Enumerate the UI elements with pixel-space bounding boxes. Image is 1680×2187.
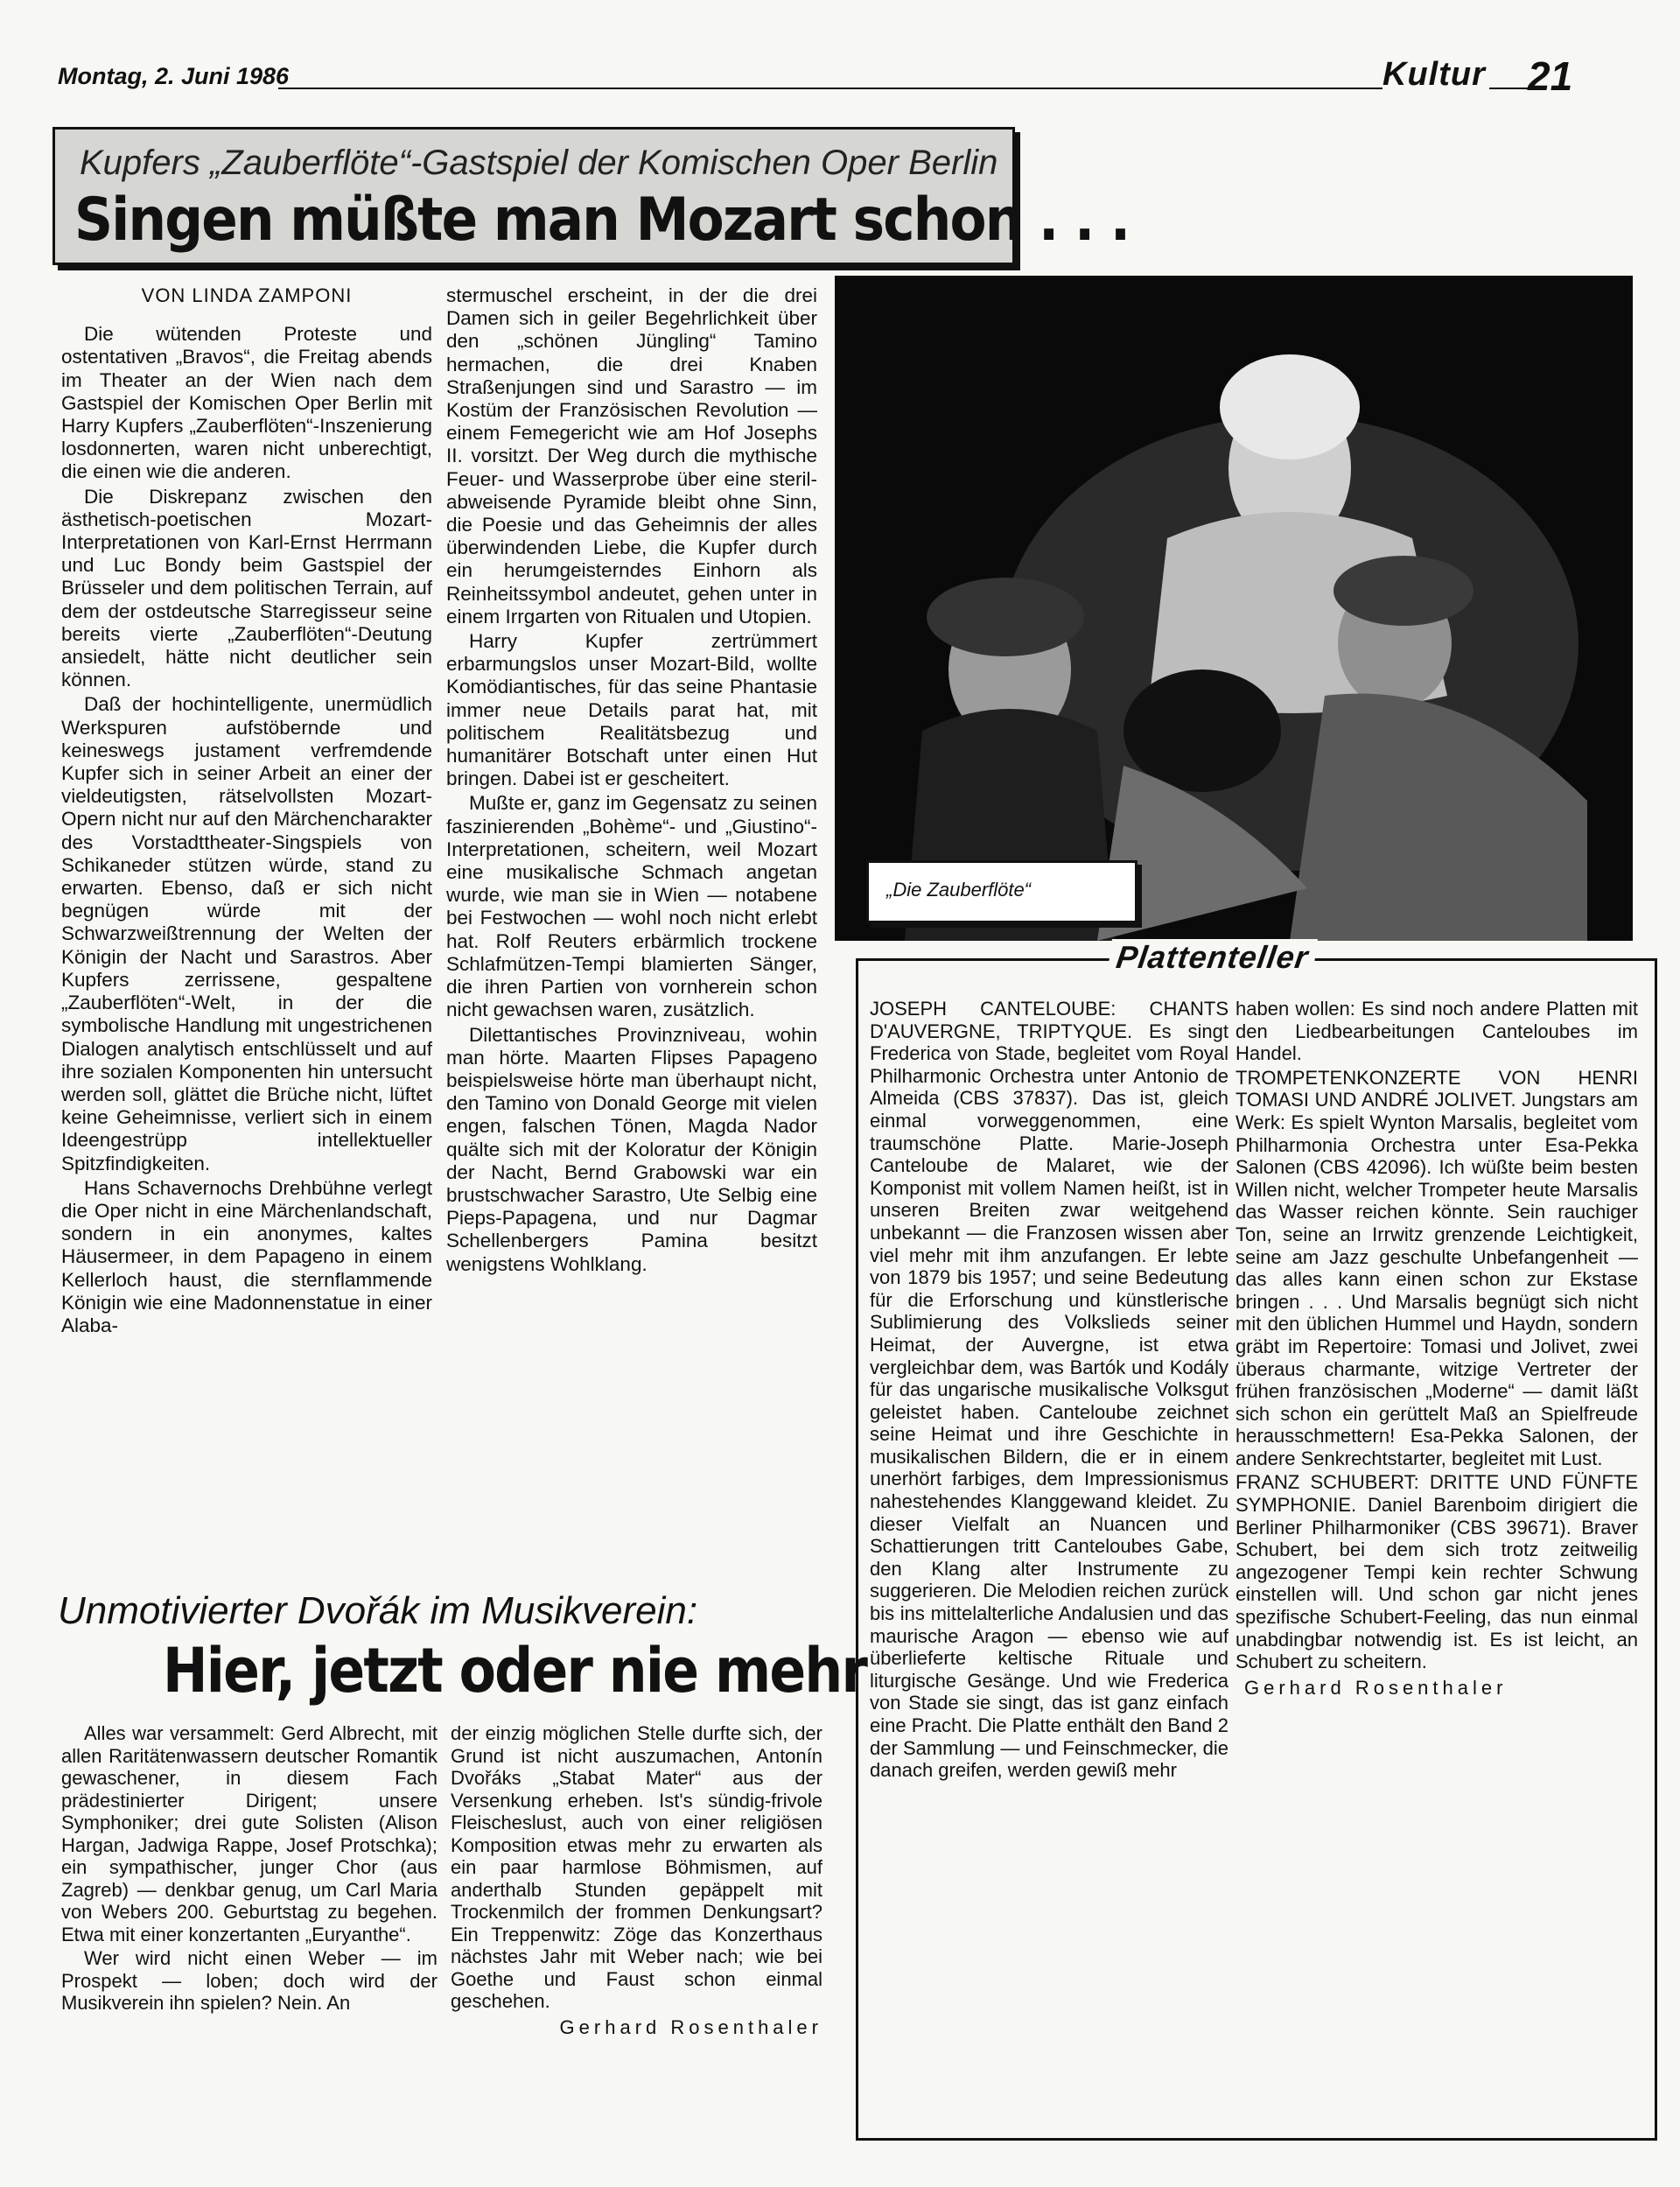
section-title: Kultur [1382,56,1486,93]
record-review: FRANZ SCHUBERT: DRITTE UND FÜNFTE SYMPHONIE. Daniel Barenboim dirigiert die Berliner Philharmoniker (CBS 39671). Braver Schubert, bei dem sich trotz zeitweilig angezogener Tempi kein rechter Schwung einstellen will. Und schon gar nicht jenes spezifische Schubert-Feeling, das nun einmal unabdingbar notwendig ist. Es ist leicht, an Schubert zu scheitern. [1236,1471,1638,1673]
article1-paragraph: Die wütenden Proteste und ostentativen „Bravos“, die Freitag abends im Theater an der Wien nach dem Gastspiel der Komischen Oper Berlin mit Harry Kupfers „Zauberflöten“-Inszenierung losdonnerten, waren nicht unberechtigt, die einen wie die anderen. [61,323,432,483]
article1-column-2 [446,284,817,1278]
article1-headline: Singen müßte man Mozart schon . . . [74,186,1130,255]
article1-byline: VON LINDA ZAMPONI [141,284,353,306]
article1-kicker: Kupfers „Zauberflöte“-Gastspiel der Komischen Oper Berlin [80,144,998,182]
article2-paragraph: Wer wird nicht einen Weber — im Prospekt — loben; doch wird der Musikverein ihn spielen? Nein. An [61,1947,438,2014]
header-rule-short [1489,88,1528,89]
plattenteller-column-1 [870,998,1228,1784]
header-rule [278,88,1382,89]
plattenteller-signature: Gerhard Rosenthaler [1244,1676,1508,1699]
opera-scene-image [835,276,1633,941]
article2-column-2 [451,1722,822,2040]
record-review: TROMPETENKONZERTE VON HENRI TOMASI UND ANDRÉ JOLIVET. Jungstars am Werk: Es spielt Wynton Marsalis, begleitet vom Philharmonia Orchestra unter Esa-Pekka Salonen (CBS 42096). Ich wüßte beim besten Willen nicht, welcher Trompeter heute Marsalis das Wasser reichen könnte. Sein rauchiger Ton, seine an Irrwitz grenzende Leichtigkeit, seine am Jazz geschulte Unbefangenheit — das alles kann einen schon zur Ekstase bringen . . . Und Marsalis begnügt sich nicht mit den üblichen Hummel und Haydn, sondern gräbt im Repertoire: Tomasi und Jolivet, zwei überaus charmante, witzige Vertreter der frühen französischen „Moderne“ — damit läßt sich schon ein gerüttelt Maß an Spielfreude herausschmettern! Esa-Pekka Salonen, der andere Senkrechtstarter, begleitet mit Lust. [1236,1066,1638,1469]
article2-kicker: Unmotivierter Dvořák im Musikverein: [58,1589,698,1632]
article2-column-1 [61,1722,438,2016]
plattenteller-column-2 [1236,998,1638,1700]
record-review: haben wollen: Es sind noch andere Platten mit den Liedbearbeitungen Canteloubes im Handel. [1236,998,1638,1065]
article2-signature: Gerhard Rosenthaler [559,2015,822,2038]
page-number: 21 [1528,53,1573,99]
article1-paragraph: Die Diskrepanz zwischen den ästhetisch-poetischen Mozart-Interpretationen von Karl-Ernst Herrmann und Luc Bondy beim Gastspiel der Brüsseler und dem politischen Terrain, auf dem der ostdeutsche Starregisseur seine bereits vierte „Zauberflöten“-Deutung ansiedelt, hätte nicht deutlicher sein können. [61,485,432,691]
article1-paragraph: Daß der hochintelligente, unermüdlich Werkspuren aufstöbernde und keineswegs justament verfremdende Kupfer sich in seiner Arbeit an einer der vieldeutigsten, rätselvollsten Mozart-Opern nicht nur auf den Märchencharakter des Vorstadttheater-Singspiels von Schikaneder stützen würde, stand zu erwarten. Ebenso, daß er sich nicht begnügen würde mit der Schwarzweißtrennung der Welten der Königin der Nacht und Sarastros. Aber Kupfers zerrissene, gespaltene „Zauberflöten“-Welt, in der die symbolische Handlung mit ungestrichenen Dialogen analytisch entschlüsselt und auf ihre sozialen Komponenten hin untersucht werden soll, glättet die Brüche nicht, lüftet keine Geheimnisse, verliert sich in einem Ideengestrüpp intellektueller Spitzfindigkeiten. [61,693,432,1174]
plattenteller-title: Plattenteller [1107,939,1318,976]
article1-paragraph: Hans Schavernochs Drehbühne verlegt die Oper nicht in eine Märchenlandschaft, sondern in ein anonymes, kaltes Häusermeer, in dem Papageno in einem Kellerloch haust, die sternflammende Königin wie eine Madonnenstatue in einer Alaba- [61,1176,432,1336]
article1-paragraph: Dilettantisches Provinzniveau, wohin man hörte. Maarten Flipses Papageno beispielsweise hörte man überhaupt nicht, den Tamino von Donald George mit vielen engen, falschen Tönen, Magda Nador quälte sich mit der Koloratur der Königin der Nacht, Bernd Grabowski war ein brustschwacher Sarastro, Ute Selbig eine Pieps-Papagena, und nur Dagmar Schellenbergers Pamina besitzt wenigstens Wohlklang. [446,1023,817,1275]
article1-paragraph: Mußte er, ganz im Gegensatz zu seinen faszinierenden „Bohème“- und „Giustino“-Interpretationen, scheitern, weil Mozart eine musikalische Schmach angetan wurde, wie man sie in Wien — notabene bei Festwochen — wohl noch nicht erlebt hat. Rolf Reuters erbärmlich trockene Schlafmützen-Tempi blamierten Sänger, die ihren Partien von vornherein schon nicht gewachsen waren, zusätzlich. [446,792,817,1021]
article2-headline: Hier, jetzt oder nie mehr [163,1635,867,1707]
photo-caption-box [866,860,1138,923]
article2-paragraph: Alles war versammelt: Gerd Albrecht, mit allen Raritätenwassern deutscher Romantik gewaschener, in diesem Fach prädestinierter Dirigent; unsere Symphoniker; drei gute Solisten (Alison Hargan, Jadwiga Rappe, Josef Protschka); ein sympathischer, junger Chor (aus Zagreb) — denkbar genug, um Carl Maria von Webers 200. Geburtstag zu begehen. Etwa mit einer konzertanten „Euryanthe“. [61,1722,438,1945]
article1-headline-box [52,127,1130,265]
article1-paragraph: stermuschel erscheint, in der die drei Damen sich in geiler Begehrlichkeit über den „schönen Jüngling“ Tamino hermachen, die drei Knaben Straßenjungen sind und Sarastro — im Kostüm der Französischen Revolution — einem Femegericht wie am Hof Josephs II. vorsitzt. Der Weg durch die mythische Feuer- und Wasserprobe über eine steril-abweisende Pyramide bleibt ohne Sinn, die Poesie und das Geheimnis der alles überwindenden Liebe, die Kupfer durch ein herumgeisterndes Einhorn als Reinheitssymbol andeutet, gehen unter in einem Irrgarten von Ritualen und Utopien. [446,284,817,627]
record-review: JOSEPH CANTELOUBE: CHANTS D'AUVERGNE, TRIPTYQUE. Es singt Frederica von Stade, begleitet vom Royal Philharmonic Orchestra unter Antonio de Almeida (CBS 37837). Das ist, gleich einmal vorweggenommen, eine traumschöne Platte. Marie-Joseph Canteloube de Malaret, wie der Komponist mit vollem Namen heißt, ist in unseren Breiten zwar weitgehend unbekannt — die Franzosen wissen aber viel mehr mit ihm anzufangen. Er lebte von 1879 bis 1957; und seine Bedeutung für die Erforschung und künstlerische Sublimierung des Volkslieds seiner Heimat, der Auvergne, ist etwa vergleichbar dem, was Bartók und Kodály für das ungarische musikalische Volksgut geleistet haben. Canteloube zeichnet seine Heimat und ihre Geschichte in musikalischen Bildern, die er in einem unerhört farbiges, dem Impressionismus nahestehendes Klanggewand kleidet. Zu dieser Vielfalt an Nuancen und Schattierungen tritt Canteloubes Gabe, den Klang alter Instrumente zu suggerieren. Die Melodien reichen zurück bis ins mittelalterliche Andalusien und das maurische Aragon — ebenso wie auf überlieferte keltische Rituale und liturgische Gesänge. Und wie Frederica von Stade sie singt, das ist ganz einfach eine Pracht. Die Platte enthält den Band 2 der Sammlung — und Feinschmecker, die danach greifen, werden gewiß mehr [870,998,1228,1782]
article1-column-1 [61,284,432,1339]
page-date: Montag, 2. Juni 1986 [58,63,290,89]
photo-caption: „Die Zauberflöte“ [886,879,1032,901]
article2-paragraph: der einzig möglichen Stelle durfte sich, der Grund ist nicht auszumachen, Antonín Dvořáks „Stabat Mater“ aus der Versenkung erheben. Ist's sündig-frivole Fleischeslust, auch von einer religiösen Komposition etwas mehr zu erwarten als ein paar harmlose Böhmismen, auf anderthalb Stunden gepäppelt mit Trockenmilch der frommen Denkungsart? Ein Treppenwitz: Zöge das Konzerthaus nächstes Jahr mit Weber nach; wie bei Goethe und Faust schon einmal geschehen. [451,1722,822,2012]
article1-paragraph: Harry Kupfer zertrümmert erbarmungslos unser Mozart-Bild, wollte Komödiantisches, für das seine Phantasie immer neue Details parat hat, mit politischem Realitätsbezug und humanitärer Botschaft unter einen Hut bringen. Dabei ist er gescheitert. [446,630,817,790]
opera-photo [835,276,1633,941]
